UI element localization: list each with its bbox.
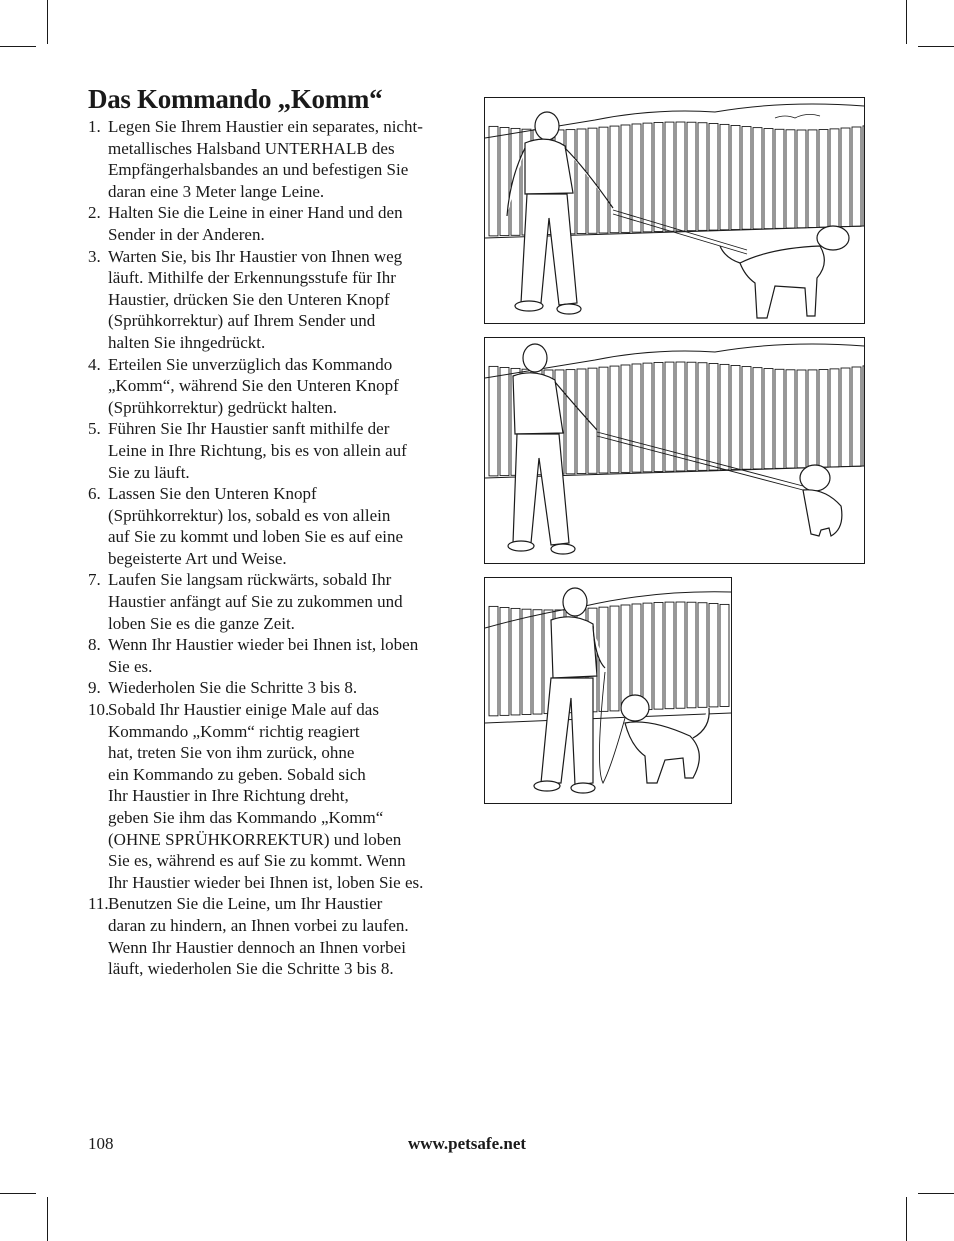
step-text-line: Laufen Sie langsam rückwärts, sobald Ihr xyxy=(108,570,392,590)
step-text-line: Ihr Haustier wieder bei Ihnen ist, loben Sie es. xyxy=(108,872,424,892)
crop-mark xyxy=(906,0,907,44)
step-text-line: läuft. Mithilfe der Erkennungsstufe für Ihr xyxy=(108,268,396,288)
step-number: 8. xyxy=(88,635,101,655)
step-text-line: Sie es, während es auf Sie zu kommt. Wenn xyxy=(108,851,406,871)
step-text-line: läuft, wiederholen Sie die Schritte 3 bis 8. xyxy=(108,959,394,979)
step-text-line: Wenn Ihr Haustier dennoch an Ihnen vorbei xyxy=(108,937,406,957)
step-text-line: (Sprühkorrektur) los, sobald es von allein xyxy=(108,505,391,525)
step-text-line: Führen Sie Ihr Haustier sanft mithilfe der xyxy=(108,419,390,439)
step-text-line: daran zu hindern, an Ihnen vorbei zu laufen. xyxy=(108,915,409,935)
step-text-line: Benutzen Sie die Leine, um Ihr Haustier xyxy=(108,894,383,914)
instruction-step xyxy=(88,893,480,979)
step-text-line: halten Sie ihngedrückt. xyxy=(108,332,266,352)
step-text-line: hat, treten Sie von ihm zurück, ohne xyxy=(108,743,355,763)
step-number: 11. xyxy=(88,894,109,914)
step-text-line: (OHNE SPRÜHKORREKTUR) und loben xyxy=(108,829,402,849)
step-text-line: metallisches Halsband UNTERHALB des xyxy=(108,138,395,158)
step-number: 2. xyxy=(88,203,101,223)
instruction-step xyxy=(88,677,480,699)
step-text-line: Leine in Ihre Richtung, bis es von allein auf xyxy=(108,440,407,460)
step-number: 9. xyxy=(88,678,101,698)
illustration-dog-on-leash-guided xyxy=(484,337,865,564)
step-text-line: loben Sie es die ganze Zeit. xyxy=(108,613,295,633)
instruction-step xyxy=(88,354,480,419)
step-text-line: Kommando „Komm“ richtig reagiert xyxy=(108,721,360,741)
instruction-step xyxy=(88,418,480,483)
step-text-line: „Komm“, während Sie den Unteren Knopf xyxy=(108,376,399,396)
page-title: Das Kommando „Komm“ xyxy=(88,84,383,114)
footer-url: www.petsafe.net xyxy=(408,1134,527,1153)
illustration-dog-walking-away xyxy=(484,97,865,324)
step-text-line: begeisterte Art und Weise. xyxy=(108,548,287,568)
step-number: 5. xyxy=(88,419,101,439)
instruction-step xyxy=(88,202,480,245)
instruction-list xyxy=(88,116,480,980)
step-text-line: (Sprühkorrektur) auf Ihrem Sender und xyxy=(108,311,376,331)
step-text-line: (Sprühkorrektur) gedrückt halten. xyxy=(108,397,337,417)
step-text-line: daran eine 3 Meter lange Leine. xyxy=(108,181,325,201)
crop-mark xyxy=(0,46,36,47)
step-text-line: Erteilen Sie unverzüglich das Kommando xyxy=(108,354,393,374)
step-text-line: ein Kommando zu geben. Sobald sich xyxy=(108,764,366,784)
illustration-dog-praised xyxy=(484,577,732,804)
crop-mark xyxy=(47,1197,48,1241)
step-number: 4. xyxy=(88,354,101,374)
step-number: 1. xyxy=(88,117,101,136)
step-number: 7. xyxy=(88,570,101,590)
step-text-line: auf Sie zu kommt und loben Sie es auf eine xyxy=(108,527,404,547)
crop-mark xyxy=(918,46,954,47)
step-text-line: Sobald Ihr Haustier einige Male auf das xyxy=(108,700,379,720)
step-text-line: Empfängerhalsbandes an und befestigen Sie xyxy=(108,160,409,180)
instruction-step xyxy=(88,699,480,893)
step-number: 6. xyxy=(88,484,101,504)
step-text-line: Halten Sie die Leine in einer Hand und den xyxy=(108,203,403,223)
step-text-line: Wenn Ihr Haustier wieder bei Ihnen ist, loben xyxy=(108,635,419,655)
instruction-step xyxy=(88,634,480,677)
step-text-line: Haustier anfängt auf Sie zu zukommen und xyxy=(108,592,403,612)
step-text-line: Legen Sie Ihrem Haustier ein separates, nicht- xyxy=(108,117,423,136)
step-text-line: Warten Sie, bis Ihr Haustier von Ihnen weg xyxy=(108,246,403,266)
step-number: 3. xyxy=(88,246,101,266)
instruction-step xyxy=(88,116,480,202)
step-text-line: Sie es. xyxy=(108,656,153,676)
page-number: 108 xyxy=(88,1134,114,1153)
crop-mark xyxy=(0,1193,36,1194)
instruction-step xyxy=(88,246,480,354)
step-text-line: Ihr Haustier in Ihre Richtung dreht, xyxy=(108,786,349,806)
step-text-line: Wiederholen Sie die Schritte 3 bis 8. xyxy=(108,678,358,698)
step-number: 10. xyxy=(88,700,110,720)
crop-mark xyxy=(47,0,48,44)
step-text-line: Sender in der Anderen. xyxy=(108,224,265,244)
instruction-step xyxy=(88,483,480,569)
step-text-line: Haustier, drücken Sie den Unteren Knopf xyxy=(108,289,390,309)
step-text-line: geben Sie ihm das Kommando „Komm“ xyxy=(108,808,384,827)
instruction-step xyxy=(88,569,480,634)
step-text-line: Sie zu läuft. xyxy=(108,462,190,482)
step-text-line: Lassen Sie den Unteren Knopf xyxy=(108,484,317,504)
crop-mark xyxy=(906,1197,907,1241)
crop-mark xyxy=(918,1193,954,1194)
